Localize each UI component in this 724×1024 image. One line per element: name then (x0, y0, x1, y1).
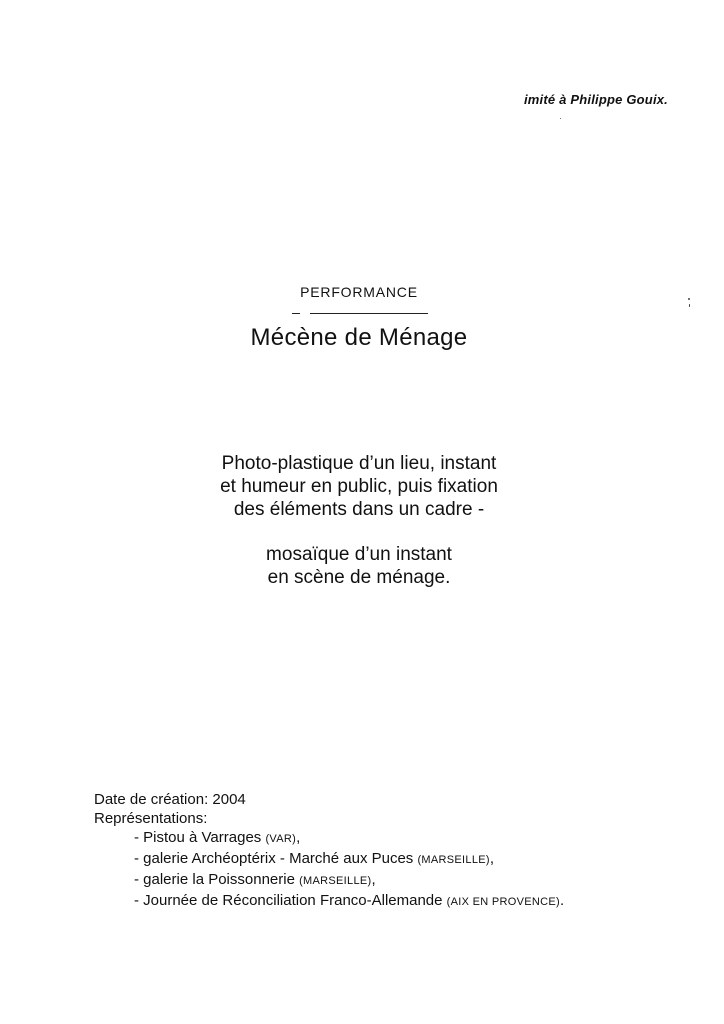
venue-punct: , (296, 829, 301, 846)
underline-tick (292, 313, 300, 314)
venue-punct: , (371, 871, 376, 888)
venue-punct: , (489, 850, 495, 867)
scan-speck (688, 298, 690, 300)
venue-place: (VAR) (265, 833, 297, 845)
section-kicker: PERFORMANCE (300, 284, 418, 300)
venue-text: - galerie Archéoptérix - Marché aux Puces (134, 850, 418, 867)
dedication-note: imité à Philippe Gouix. (523, 92, 668, 107)
description-line: mosaïque d’un instant (266, 544, 452, 565)
list-item (134, 828, 564, 849)
description-line: Photo-plastique d’un lieu, instant (221, 453, 497, 474)
venue-text: - Journée de Réconciliation Franco-Allemande (134, 892, 447, 909)
representations-list (94, 828, 564, 912)
list-item (134, 849, 564, 870)
scan-speck (689, 304, 690, 307)
kicker-underline (310, 313, 428, 314)
description-line: des éléments dans un cadre - (233, 499, 485, 520)
metadata-block (94, 790, 564, 912)
venue-text: - Pistou à Varrages (134, 829, 266, 846)
paragraph-gap (0, 521, 718, 543)
description-block (0, 452, 718, 589)
description-line: en scène de ménage. (267, 567, 451, 588)
venue-punct: . (559, 892, 565, 909)
list-item (134, 891, 564, 912)
venue-place: (MARSEILLE) (417, 854, 490, 866)
venue-text: - galerie la Poissonnerie (134, 871, 300, 888)
creation-date: Date de création: 2004 (94, 791, 246, 808)
representations-label: Représentations: (94, 810, 208, 827)
description-line: et humeur en public, puis fixation (220, 476, 498, 497)
list-item (134, 870, 564, 891)
venue-place: (AIX EN PROVENCE) (446, 896, 560, 908)
venue-place: (MARSEILLE) (299, 875, 372, 887)
scan-speck (560, 118, 561, 119)
page-title: Mécène de Ménage (250, 324, 468, 351)
